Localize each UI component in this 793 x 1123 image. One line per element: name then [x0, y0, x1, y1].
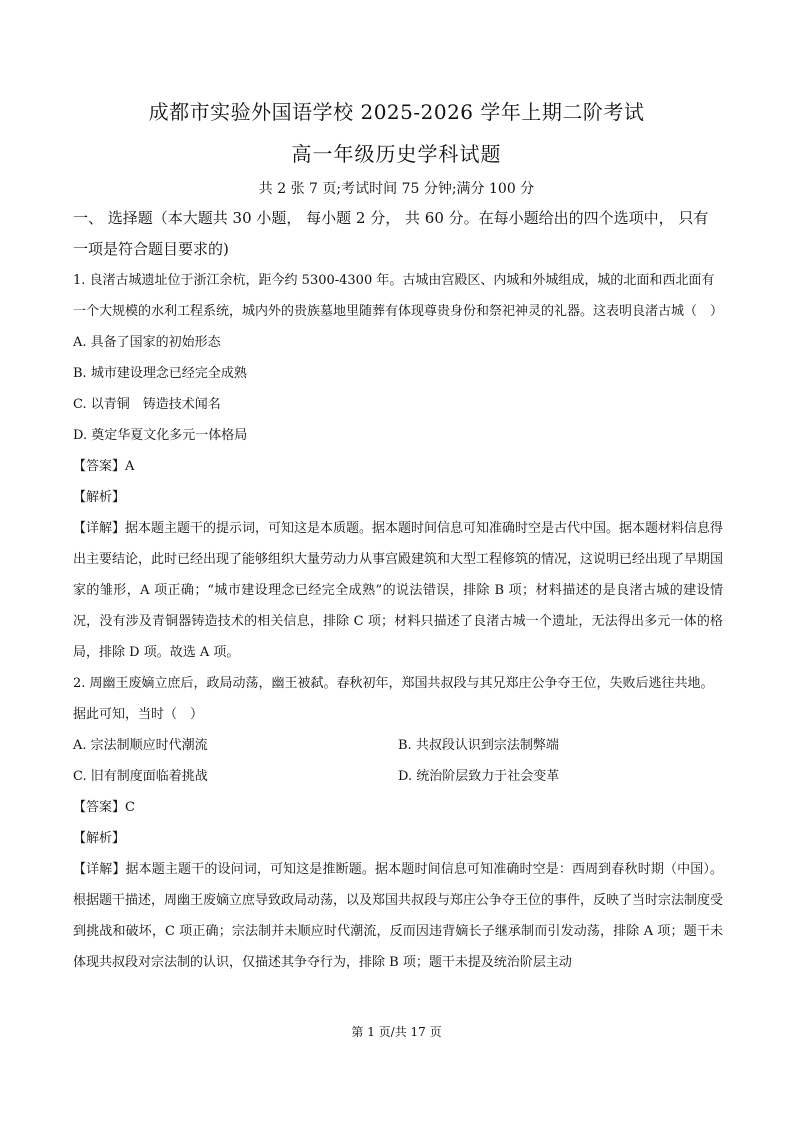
option-b: B. 城市建设理念已经完全成熟 [73, 366, 247, 381]
question-stem: 2. 周幽王废嫡立庶后，政局动荡，幽王被弑。春秋初年，郑国共叔段与其兄郑庄公争夺王位，失败后逃往共地。据此可知，当时（ ） [73, 676, 714, 722]
option-c: C. 旧有制度面临着挑战 [73, 769, 208, 784]
option-a: A. 宗法制顺应时代潮流 [73, 738, 208, 753]
section-heading: 一、 选择题（本大题共 30 小题， 每小题 2 分， 共 60 分。在每小题给出的四个选项中， 只有一项是符合题目要求的) [73, 209, 709, 258]
question-stem: 1. 良渚古城遗址位于浙江余杭，距今约 5300-4300 年。古城由宫殿区、内城和外城组成，城的北面和西北面有一个大规模的水利工程系统，城内外的贵族墓地里随葬有体现尊贵身份和祭祀神灵的礼器。这表明良渚古城（ ） [73, 273, 724, 319]
option-d: D. 统治阶层致力于社会变革 [398, 769, 560, 784]
document-body [73, 203, 723, 978]
option-d: D. 奠定华夏文化多元一体格局 [73, 428, 248, 443]
exam-subtitle: 高一年级历史学科试题 [291, 142, 502, 166]
page-footer: 第 1 页/共 17 页 [351, 1025, 442, 1039]
exam-title: 成都市实验外国语学校 2025-2026 学年上期二阶考试 [148, 100, 645, 124]
answer-label: 【答案】C [73, 800, 135, 815]
detail-explanation: 【详解】据本题主题干的设问词，可知这是推断题。据本题时间信息可知准确时空是：西周到春秋时期（中国）。根据题干描述，周幽王废嫡立庶导致政局动荡，以及郑国共叔段与郑庄公争夺王位的事件，反映了当时宗法制度受到挑战和破坏，C 项正确；宗法制并未顺应时代潮流，反而因违背嫡长子继承制而引发动荡，排除 A 项；题干未体现共叔段对宗法制的认识，仅描述其争夺行为，排除 B 项；题干未提及统治阶层主动 [73, 862, 724, 970]
option-row [73, 761, 723, 792]
exam-info: 共 2 张 7 页;考试时间 75 分钟;满分 100 分 [258, 181, 535, 197]
option-row [73, 730, 723, 761]
option-b: B. 共叔段认识到宗法制弊端 [398, 738, 559, 753]
option-a: A. 具备了国家的初始形态 [73, 335, 221, 350]
answer-label: 【答案】A [73, 459, 135, 474]
detail-explanation: 【详解】据本题主题干的提示词，可知这是本质题。据本题时间信息可知准确时空是古代中国。据本题材料信息得出主要结论，此时已经出现了能够组织大量劳动力从事宫殿建筑和大型工程修筑的情况，这说明已经出现了早期国家的雏形，A 项正确；“城市建设理念已经完全成熟”的说法错误，排除 B 项；材料描述的是良渚古城的建设情况，没有涉及青铜器铸造技术的相关信息，排除 C 项；材料只描述了良渚古城一个遗址，无法得出多元一体的格局，排除 D 项。故选 A 项。 [73, 521, 724, 660]
option-c: C. 以青铜 铸造技术闻名 [73, 397, 221, 412]
analysis-label: 【解析】 [73, 831, 126, 846]
analysis-label: 【解析】 [73, 490, 126, 505]
question-2 [73, 668, 723, 978]
question-1 [73, 265, 723, 668]
